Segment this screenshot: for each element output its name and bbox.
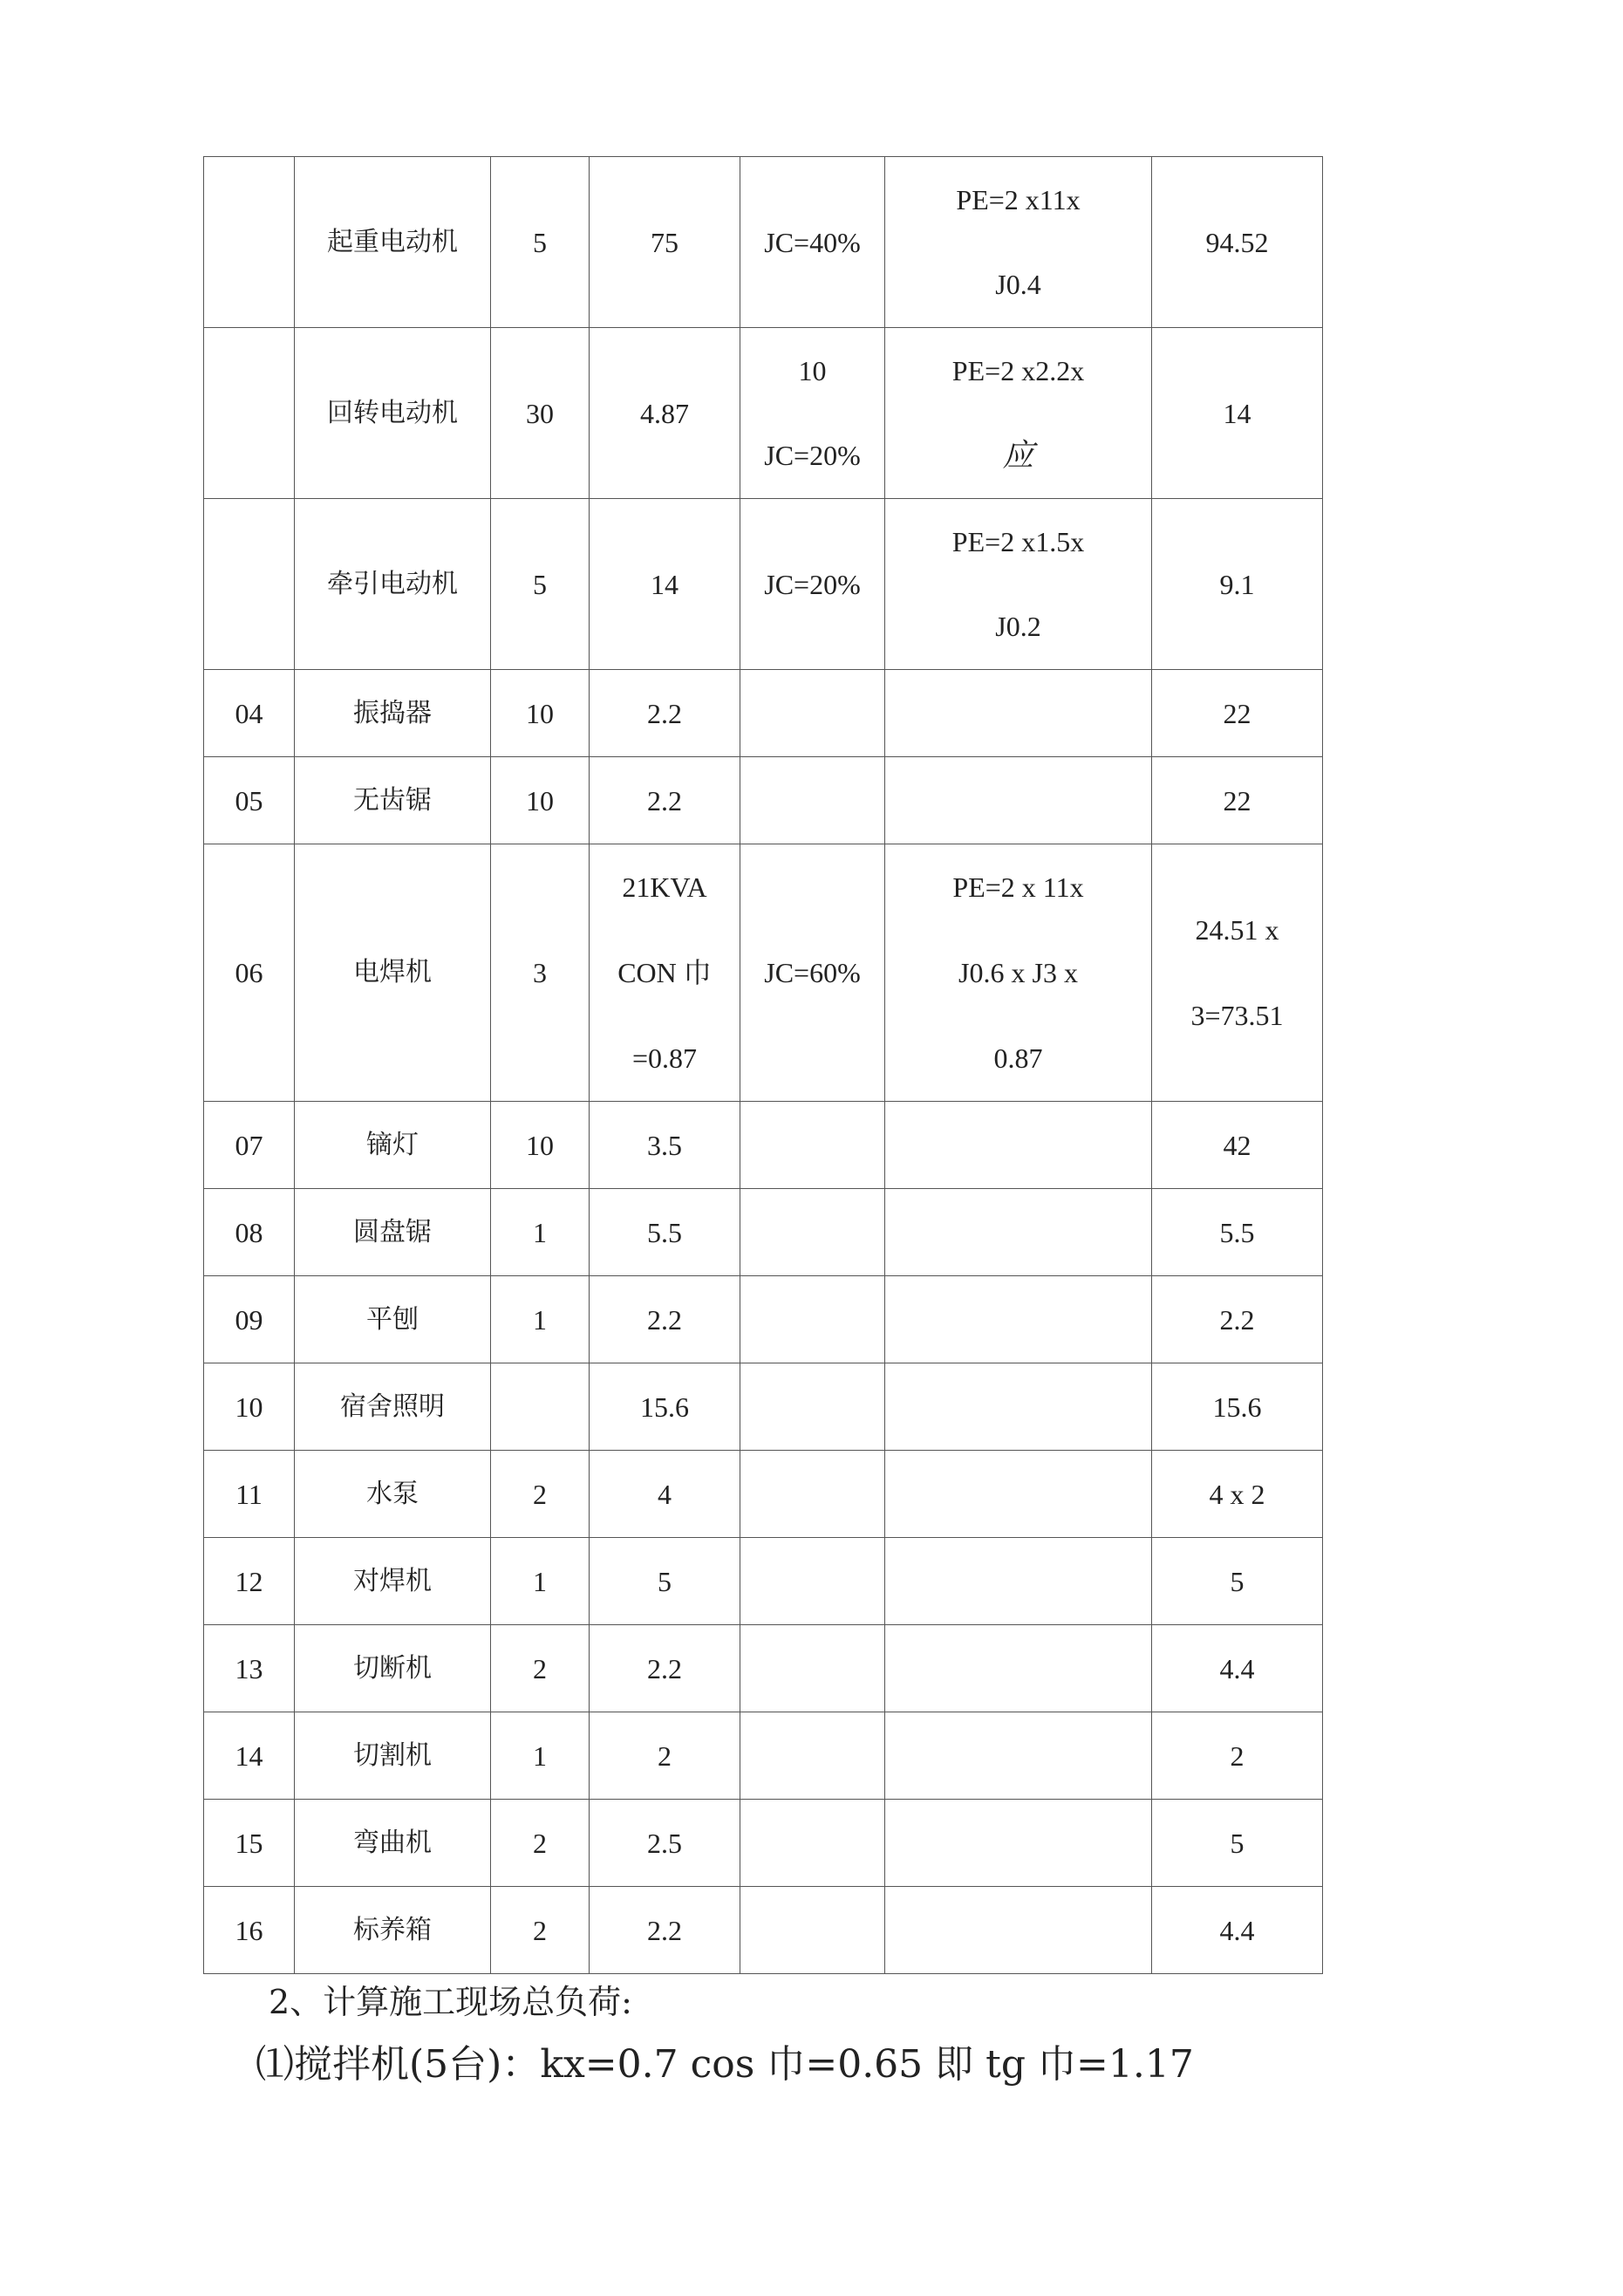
equipment-name-cell: 弯曲机 [295, 1800, 491, 1887]
table-row [204, 1538, 1323, 1625]
equipment-name-cell: 振捣器 [295, 670, 491, 757]
quantity-cell: 1 [491, 1189, 590, 1276]
table-row [204, 157, 1323, 328]
quantity-cell: 2 [491, 1800, 590, 1887]
row-number-cell: 07 [204, 1102, 295, 1189]
computed-load-cell [1152, 1538, 1323, 1625]
row-number-cell [204, 499, 295, 670]
row-number-cell [204, 157, 295, 328]
calc-formula-cell [885, 1538, 1152, 1625]
quantity-cell: 2 [491, 1625, 590, 1712]
rated-power-cell [590, 1538, 740, 1625]
rated-power-line: 75 [651, 226, 679, 258]
quantity-cell: 30 [491, 328, 590, 499]
rated-power-cell [590, 1625, 740, 1712]
rated-power-cell [590, 1363, 740, 1451]
rated-power-line: 5 [658, 1565, 672, 1597]
equipment-name-cell: 切割机 [295, 1712, 491, 1800]
rated-power-line: CON 巾 [617, 957, 712, 988]
rated-power-line: =0.87 [631, 1042, 698, 1074]
duty-cycle-cell [740, 1538, 885, 1625]
duty-cycle-cell [740, 1189, 885, 1276]
calc-formula-line: J0.4 [995, 268, 1041, 300]
computed-load-line: 15.6 [1212, 1391, 1262, 1423]
computed-load-cell [1152, 1800, 1323, 1887]
equipment-name-cell: 切断机 [295, 1625, 491, 1712]
rated-power-line: 4.87 [640, 397, 689, 429]
equipment-name-cell: 镝灯 [295, 1102, 491, 1189]
duty-cycle-cell [740, 1451, 885, 1538]
row-number-cell: 08 [204, 1189, 295, 1276]
calc-formula-cell [885, 157, 1152, 328]
equipment-name-cell: 无齿锯 [295, 757, 491, 844]
row-number-cell: 06 [204, 844, 295, 1102]
mixer-formula: ⑴搅拌机(5台)：kx=0.7 cos 巾=0.65 即 tg 巾=1.17 [256, 2042, 1194, 2087]
computed-load-line: 4.4 [1219, 1914, 1255, 1946]
duty-cycle-line: JC=20% [764, 568, 861, 600]
quantity-cell: 10 [491, 1102, 590, 1189]
calc-formula-line: PE=2 x2.2x [951, 354, 1085, 386]
quantity-cell: 5 [491, 157, 590, 328]
duty-cycle-cell [740, 328, 885, 499]
computed-load-line: 9.1 [1219, 568, 1255, 600]
quantity-cell [491, 1363, 590, 1451]
calc-formula-cell [885, 1800, 1152, 1887]
table-row [204, 844, 1323, 1102]
computed-load-line: 22 [1223, 697, 1251, 729]
duty-cycle-cell [740, 1625, 885, 1712]
row-number-cell: 05 [204, 757, 295, 844]
table-row [204, 1189, 1323, 1276]
calc-formula-cell [885, 1625, 1152, 1712]
calc-formula-line: J0.6 x J3 x [958, 957, 1078, 988]
computed-load-line: 94.52 [1205, 226, 1269, 258]
equipment-name-cell: 对焊机 [295, 1538, 491, 1625]
table-row [204, 1363, 1323, 1451]
computed-load-line: 4 x 2 [1209, 1478, 1265, 1510]
rated-power-cell [590, 1887, 740, 1974]
equipment-name-cell: 电焊机 [295, 844, 491, 1102]
row-number-cell: 04 [204, 670, 295, 757]
calc-formula-line: PE=2 x 11x [952, 871, 1084, 903]
rated-power-cell [590, 157, 740, 328]
computed-load-line: 24.51 x [1195, 914, 1279, 946]
equipment-name-cell: 标养箱 [295, 1887, 491, 1974]
calc-formula-cell [885, 1887, 1152, 1974]
computed-load-cell [1152, 1887, 1323, 1974]
rated-power-line: 2.2 [647, 697, 682, 729]
calc-formula-line: 应 [1002, 437, 1034, 473]
quantity-cell: 5 [491, 499, 590, 670]
computed-load-line: 4.4 [1219, 1652, 1255, 1684]
rated-power-cell [590, 1102, 740, 1189]
rated-power-line: 4 [658, 1478, 672, 1510]
computed-load-cell [1152, 1712, 1323, 1800]
duty-cycle-cell [740, 844, 885, 1102]
duty-cycle-cell [740, 499, 885, 670]
calc-formula-line: J0.2 [995, 610, 1041, 642]
table-row [204, 1625, 1323, 1712]
rated-power-line: 14 [651, 568, 679, 600]
rated-power-line: 5.5 [647, 1216, 682, 1248]
rated-power-cell [590, 1800, 740, 1887]
quantity-cell: 10 [491, 670, 590, 757]
rated-power-line: 2.2 [647, 1914, 682, 1946]
calc-formula-cell [885, 1276, 1152, 1363]
row-number-cell: 13 [204, 1625, 295, 1712]
computed-load-line: 42 [1223, 1129, 1251, 1161]
equipment-name-cell: 圆盘锯 [295, 1189, 491, 1276]
row-number-cell: 10 [204, 1363, 295, 1451]
rated-power-line: 2.5 [647, 1827, 682, 1859]
duty-cycle-cell [740, 157, 885, 328]
row-number-cell: 14 [204, 1712, 295, 1800]
table-row [204, 328, 1323, 499]
row-number-cell: 12 [204, 1538, 295, 1625]
calc-formula-cell [885, 1712, 1152, 1800]
quantity-cell: 1 [491, 1712, 590, 1800]
row-number-cell: 15 [204, 1800, 295, 1887]
computed-load-line: 14 [1223, 397, 1251, 429]
computed-load-cell [1152, 1276, 1323, 1363]
computed-load-cell [1152, 1102, 1323, 1189]
computed-load-cell [1152, 844, 1323, 1102]
quantity-cell: 2 [491, 1887, 590, 1974]
computed-load-cell [1152, 757, 1323, 844]
calc-formula-cell [885, 844, 1152, 1102]
duty-cycle-line: JC=20% [764, 439, 861, 471]
computed-load-cell [1152, 1625, 1323, 1712]
quantity-cell: 2 [491, 1451, 590, 1538]
duty-cycle-cell [740, 1800, 885, 1887]
duty-cycle-line: JC=60% [764, 957, 861, 988]
equipment-name-cell: 回转电动机 [295, 328, 491, 499]
section-heading: 2、计算施工现场总负荷: [269, 1983, 632, 2021]
calc-formula-line: 0.87 [993, 1042, 1043, 1074]
rated-power-line: 21KVA [622, 871, 707, 903]
rated-power-cell [590, 1712, 740, 1800]
duty-cycle-cell [740, 1276, 885, 1363]
row-number-cell [204, 328, 295, 499]
computed-load-line: 5 [1230, 1827, 1245, 1859]
duty-cycle-cell [740, 1363, 885, 1451]
rated-power-line: 15.6 [640, 1391, 689, 1423]
duty-cycle-cell [740, 1887, 885, 1974]
row-number-cell: 16 [204, 1887, 295, 1974]
rated-power-cell [590, 670, 740, 757]
table-row [204, 1800, 1323, 1887]
row-number-cell: 09 [204, 1276, 295, 1363]
load-table [203, 156, 1323, 1974]
equipment-name-cell: 起重电动机 [295, 157, 491, 328]
rated-power-line: 2.2 [647, 1652, 682, 1684]
duty-cycle-cell [740, 1712, 885, 1800]
rated-power-line: 2 [658, 1739, 672, 1772]
rated-power-line: 2.2 [647, 1303, 682, 1336]
table-row [204, 499, 1323, 670]
computed-load-cell [1152, 670, 1323, 757]
computed-load-cell [1152, 1363, 1323, 1451]
table-row [204, 1451, 1323, 1538]
computed-load-cell [1152, 1189, 1323, 1276]
calc-formula-cell [885, 757, 1152, 844]
duty-cycle-cell [740, 670, 885, 757]
quantity-cell: 10 [491, 757, 590, 844]
row-number-cell: 11 [204, 1451, 295, 1538]
computed-load-line: 2.2 [1219, 1303, 1255, 1336]
table-row [204, 1887, 1323, 1974]
equipment-name-cell: 牵引电动机 [295, 499, 491, 670]
calc-formula-cell [885, 1189, 1152, 1276]
calc-formula-line: PE=2 x1.5x [951, 525, 1085, 557]
duty-cycle-line: JC=40% [764, 226, 861, 258]
table-row [204, 1102, 1323, 1189]
quantity-cell: 3 [491, 844, 590, 1102]
rated-power-cell [590, 499, 740, 670]
calc-formula-line: PE=2 x11x [956, 183, 1081, 215]
table-row [204, 1712, 1323, 1800]
computed-load-line: 3=73.51 [1190, 1000, 1284, 1031]
duty-cycle-line: 10 [798, 354, 827, 386]
computed-load-cell [1152, 157, 1323, 328]
calc-formula-cell [885, 1363, 1152, 1451]
rated-power-cell [590, 1276, 740, 1363]
calc-formula-cell [885, 1451, 1152, 1538]
rated-power-line: 2.2 [647, 784, 682, 817]
duty-cycle-cell [740, 757, 885, 844]
equipment-name-cell: 宿舍照明 [295, 1363, 491, 1451]
equipment-name-cell: 平刨 [295, 1276, 491, 1363]
calc-formula-cell [885, 670, 1152, 757]
computed-load-cell [1152, 328, 1323, 499]
computed-load-line: 2 [1230, 1739, 1245, 1772]
quantity-cell: 1 [491, 1538, 590, 1625]
computed-load-line: 22 [1223, 784, 1251, 817]
computed-load-cell [1152, 499, 1323, 670]
table-row [204, 757, 1323, 844]
computed-load-line: 5.5 [1219, 1216, 1255, 1248]
computed-load-line: 5 [1230, 1565, 1245, 1597]
table-row [204, 670, 1323, 757]
rated-power-cell [590, 844, 740, 1102]
rated-power-cell [590, 1189, 740, 1276]
rated-power-cell [590, 1451, 740, 1538]
rated-power-cell [590, 757, 740, 844]
rated-power-cell [590, 328, 740, 499]
calc-formula-cell [885, 499, 1152, 670]
equipment-name-cell: 水泵 [295, 1451, 491, 1538]
quantity-cell: 1 [491, 1276, 590, 1363]
calc-formula-cell [885, 1102, 1152, 1189]
table-row [204, 1276, 1323, 1363]
rated-power-line: 3.5 [647, 1129, 682, 1161]
computed-load-cell [1152, 1451, 1323, 1538]
load-table-body [204, 157, 1323, 1974]
calc-formula-cell [885, 328, 1152, 499]
duty-cycle-cell [740, 1102, 885, 1189]
